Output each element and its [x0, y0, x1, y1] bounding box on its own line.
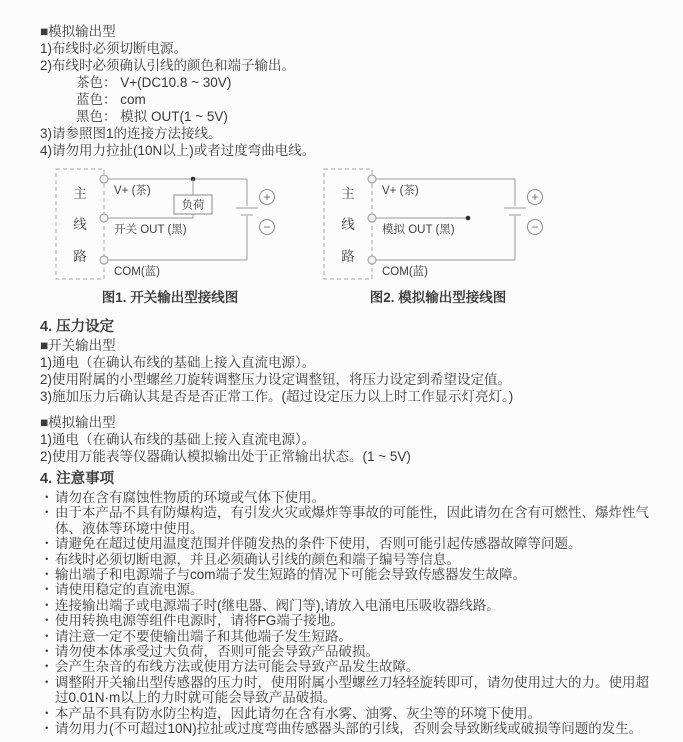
note-item	[40, 505, 653, 536]
open-end-dot-icon	[466, 216, 471, 221]
note-item	[40, 613, 653, 628]
note-item	[40, 721, 653, 736]
main-circuit-char-2: 线	[341, 217, 355, 232]
bullet-marker: ・	[40, 659, 54, 675]
main-circuit-char-1: 主	[341, 186, 355, 201]
wiring-step-3: 3)请参照图1的连接方法接线。	[40, 126, 222, 141]
vplus-label: V+ (茶)	[382, 185, 419, 197]
minus-symbol: −	[531, 220, 539, 234]
out-label: 开关 OUT (黑)	[114, 224, 187, 236]
note-text: 使用转换电源等组件电源时，请将FG端子接地。	[55, 613, 344, 629]
plus-symbol: +	[263, 190, 271, 204]
terminal-icon	[368, 256, 376, 264]
wiring-step-1: 1)布线时必须切断电源。	[40, 41, 188, 56]
terminal-icon	[368, 214, 376, 222]
precautions-section	[40, 470, 653, 737]
main-circuit-char-3: 路	[73, 249, 87, 264]
fig2-wiring-diagram-icon	[318, 165, 558, 287]
terminal-icon	[100, 175, 108, 183]
bullet-marker: ・	[40, 613, 54, 629]
note-item	[40, 582, 653, 597]
terminal-icon	[100, 214, 108, 222]
note-item	[40, 536, 653, 551]
bullet-marker: ・	[40, 490, 54, 505]
vplus-label: V+ (茶)	[114, 185, 151, 197]
terminal-icon	[368, 175, 376, 183]
com-label: COM(蓝)	[382, 266, 428, 278]
note-text: 调整附开关输出型传感器的压力时，使用附属小型螺丝刀轻轻旋转即可，请勿使用过大的力。使用超过0.01N·m以上的力时就可能会导致产品破损。	[55, 674, 649, 706]
switch-step-1: 1)通电（在确认布线的基础上接入直流电源）。	[40, 355, 316, 370]
precautions-title: 4. 注意事项	[40, 471, 115, 487]
note-text: 布线时必须切断电源，并且必须确认引线的颜色和端子编号等信息。	[55, 551, 460, 567]
minus-symbol: −	[263, 220, 271, 234]
fig1-switch-output-diagram	[50, 165, 290, 306]
note-item	[40, 644, 653, 659]
bullet-marker: ・	[40, 674, 54, 690]
bullet-marker: ・	[40, 551, 54, 567]
note-text: 输出端子和电源端子与com端子发生短路的情况下可能会导致传感器发生故障。	[55, 567, 527, 583]
wire-color-blue: 蓝色： com	[76, 92, 146, 107]
load-label: 负荷	[181, 199, 205, 212]
analog-step-2: 2)使用万能表等仪器确认模拟输出处于正常输出状态。(1 ~ 5V)	[40, 449, 411, 464]
note-text: 请使用稳定的直流电源。	[55, 582, 204, 598]
note-text: 请避免在超过使用温度范围并伴随发热的条件下使用，否则可能引起传感器故障等问题。	[55, 536, 582, 552]
note-item	[40, 706, 653, 721]
analog-output-wiring-section	[40, 23, 653, 159]
pressure-setting-section	[40, 318, 653, 465]
note-item	[40, 659, 653, 674]
note-text: 由于本产品不具有防爆构造，有引发火灾或爆炸等事故的可能性，因此请勿在含有可燃性、爆炸性气体、液体等环境中使用。	[55, 505, 649, 536]
note-item	[40, 490, 653, 505]
wire-color-brown: 茶色： V+(DC10.8 ~ 30V)	[76, 75, 232, 90]
wire-color-black: 黑色： 模拟 OUT(1 ~ 5V)	[76, 109, 228, 124]
com-label: COM(蓝)	[114, 266, 160, 278]
note-text: 会产生杂音的布线方法或使用方法可能会导致产品发生故障。	[55, 659, 420, 675]
pressure-setting-title: 4. 压力设定	[40, 319, 115, 335]
note-item	[40, 629, 653, 644]
analog-step-1: 1)通电（在确认布线的基础上接入直流电源）。	[40, 432, 316, 447]
bullet-marker: ・	[40, 597, 54, 613]
precautions-list	[40, 490, 653, 737]
wiring-diagrams	[50, 165, 653, 306]
bullet-marker: ・	[40, 582, 54, 598]
fig1-caption: 图1. 开关输出型接线图	[101, 290, 239, 305]
switch-output-subtitle: ■开关输出型	[40, 338, 116, 353]
note-text: 请注意一定不要使输出端子和其他端子发生短路。	[55, 628, 352, 644]
bullet-marker: ・	[40, 721, 54, 737]
fig1-wiring-diagram-icon	[50, 165, 290, 287]
note-item	[40, 598, 653, 613]
main-circuit-char-2: 线	[73, 217, 87, 232]
fig2-caption: 图2. 模拟输出型接线图	[369, 290, 507, 305]
note-text: 请勿使本体承受过大负荷，否则可能会导致产品破损。	[55, 644, 379, 660]
main-circuit-char-3: 路	[341, 249, 355, 264]
analog-output-wiring-title: ■模拟输出型	[40, 24, 116, 39]
bullet-marker: ・	[40, 644, 54, 660]
bullet-marker: ・	[40, 628, 54, 644]
terminal-icon	[100, 256, 108, 264]
analog-out-label: 模拟 OUT (黑)	[382, 224, 455, 236]
note-item	[40, 567, 653, 582]
fig2-analog-output-diagram	[318, 165, 558, 306]
note-text: 请勿用力(不可超过10N)拉扯或过度弯曲传感器头部的引线，否则会导致断线或破损等问题的发生。	[55, 721, 643, 737]
note-item	[40, 675, 653, 706]
bullet-marker: ・	[40, 705, 54, 721]
main-circuit-char-1: 主	[73, 186, 87, 201]
note-text: 本产品不具有防水防尘构造，因此请勿在含有水雾、油雾、灰尘等的环境下使用。	[55, 705, 541, 721]
bullet-marker: ・	[40, 536, 54, 552]
section-spacer	[40, 405, 653, 414]
wiring-step-2: 2)布线时必须确认引线的颜色和端子输出。	[40, 58, 296, 73]
note-text: 连接输出端子或电源端子时(继电器、阀门等),请放入电涌电压吸收器线路。	[55, 597, 500, 613]
analog-output-subtitle: ■模拟输出型	[40, 415, 116, 430]
bullet-marker: ・	[40, 505, 54, 521]
wiring-step-4: 4)请勿用力拉扯(10N以上)或者过度弯曲电线。	[40, 143, 316, 158]
switch-step-3: 3)施加压力后确认其是否是否正常工作。(超过设定压力以上时工作显示灯亮灯。)	[40, 389, 514, 404]
note-text: 请勿在含有腐蚀性物质的环境或气体下使用。	[55, 490, 325, 505]
plus-symbol: +	[531, 190, 539, 204]
note-item	[40, 552, 653, 567]
switch-step-2: 2)使用附属的小型螺丝刀旋转调整压力设定调整钮，将压力设定到希望设定值。	[40, 372, 512, 387]
bullet-marker: ・	[40, 567, 54, 583]
